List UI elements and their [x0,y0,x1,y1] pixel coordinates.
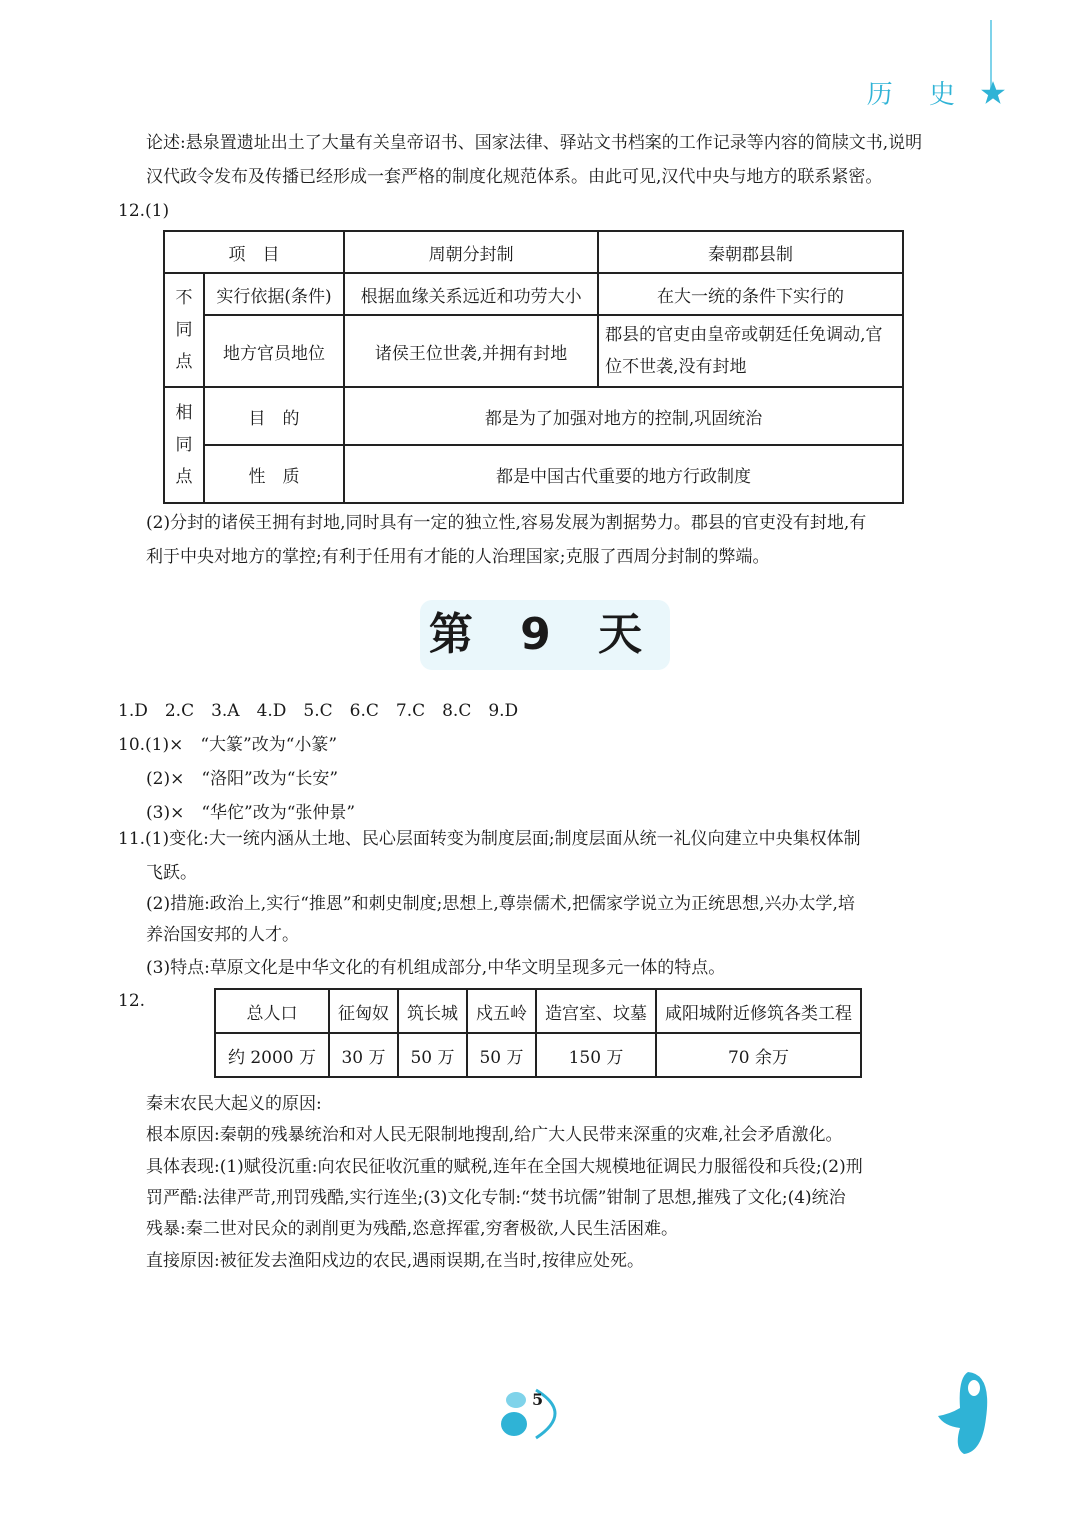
q12-text-line: 根本原因:秦朝的残暴统治和对人民无限制地搜刮,给广大人民带来深重的灾难,社会矛盾激化。 [146,1125,843,1145]
table-header-cell: 总人口 [215,989,329,1033]
q12-part2-line-1: (2)分封的诸侯王拥有封地,同时具有一定的独立性,容易发展为割据势力。郡县的官吏没有封地,有 [146,513,867,533]
table-header-cell: 造宫室、坟墓 [536,989,656,1033]
table-cell: 50 万 [398,1033,467,1077]
mc-answers: 1.D 2.C 3.A 4.D 5.C 6.C 7.C 8.C 9.D [118,701,519,721]
population-table [214,988,862,1078]
table-cell: 实行依据(条件) [204,273,344,315]
q11-line: 养治国安邦的人才。 [146,925,299,945]
table-row [164,315,903,387]
q10-line: 10.(1)× “大篆”改为“小篆” [118,735,338,755]
group-label [164,387,204,503]
table-header-cell: 项 目 [164,231,344,273]
q12-label: 12.(1) [118,201,170,221]
table-header-cell: 秦朝郡县制 [598,231,903,273]
table-cell: 70 余万 [656,1033,861,1077]
table-cell: 目 的 [204,387,344,445]
table-header-cell: 筑长城 [398,989,467,1033]
table-cell: 诸侯王位世袭,并拥有封地 [344,315,598,387]
star-icon [980,80,1006,110]
table-header-cell: 周朝分封制 [344,231,598,273]
table-row [164,387,903,445]
table-cell: 郡县的官吏由皇帝或朝廷任免调动,官位不世袭,没有封地 [598,315,903,387]
intro-line-1: 论述:悬泉置遗址出土了大量有关皇帝诏书、国家法律、驿站文书档案的工作记录等内容的简牍文书,说明 [146,133,923,153]
table-cell: 都是中国古代重要的地方行政制度 [344,445,903,503]
table-cell: 根据血缘关系远近和功劳大小 [344,273,598,315]
group-label-text: 不同点 [175,288,193,372]
group-label-text: 相同点 [175,403,193,487]
table-header-row [215,989,861,1033]
q12-text-line: 秦末农民大起义的原因: [146,1094,322,1114]
table-cell: 30 万 [329,1033,398,1077]
table-header-cell: 戍五岭 [467,989,536,1033]
comparison-table [163,230,904,504]
mascot-figure-icon [930,1368,1000,1462]
table-cell: 在大一统的条件下实行的 [598,273,903,315]
q11-line: 11.(1)变化:大一统内涵从土地、民心层面转变为制度层面;制度层面从统一礼仪向建立中央集权体制 [118,829,861,849]
q11-line: (2)措施:政治上,实行“推恩”和刺史制度;思想上,尊崇儒术,把儒家学说立为正统思想,兴办太学,培 [146,894,855,914]
intro-line-2: 汉代政令发布及传播已经形成一套严格的制度化规范体系。由此可见,汉代中央与地方的联系紧密。 [146,167,883,187]
table-cell: 150 万 [536,1033,656,1077]
q10-line: (2)× “洛阳”改为“长安” [146,769,339,789]
q12-part2-line-2: 利于中央对地方的掌控;有利于任用有才能的人治理国家;克服了西周分封制的弊端。 [146,547,770,567]
table-row [164,445,903,503]
table-header-cell: 咸阳城附近修筑各类工程 [656,989,861,1033]
q12-text-line: 具体表现:(1)赋役沉重:向农民征收沉重的赋税,连年在全国大规模地征调民力服徭役和兵役;(2)刑 [146,1157,863,1177]
table-cell: 都是为了加强对地方的控制,巩固统治 [344,387,903,445]
group-label [164,273,204,387]
table-cell: 性 质 [204,445,344,503]
q11-line: 飞跃。 [146,863,197,883]
q12-text-line: 直接原因:被征发去渔阳戍边的农民,遇雨误期,在当时,按律应处死。 [146,1251,644,1271]
q12-answer-label: 12. [118,991,146,1011]
subject-title: 历 史 [866,80,969,110]
q11-line: (3)特点:草原文化是中华文化的有机组成部分,中华文明呈现多元一体的特点。 [146,958,726,978]
day-title: 第 9 天 [428,609,659,660]
q12-text-line: 残暴:秦二世对民众的剥削更为残酷,恣意挥霍,穷奢极欲,人民生活困难。 [146,1219,678,1239]
table-cell: 约 2000 万 [215,1033,329,1077]
table-cell: 50 万 [467,1033,536,1077]
table-row [164,273,903,315]
table-header-cell: 征匈奴 [329,989,398,1033]
table-header-row [164,231,903,273]
q10-line: (3)× “华佗”改为“张仲景” [146,803,356,823]
table-row [215,1033,861,1077]
table-cell: 地方官员地位 [204,315,344,387]
q12-text-line: 罚严酷:法律严苛,刑罚残酷,实行连坐;(3)文化专制:“焚书坑儒”钳制了思想,摧残了文化;(4)统治 [146,1188,846,1208]
page-number: 5 [532,1390,544,1409]
